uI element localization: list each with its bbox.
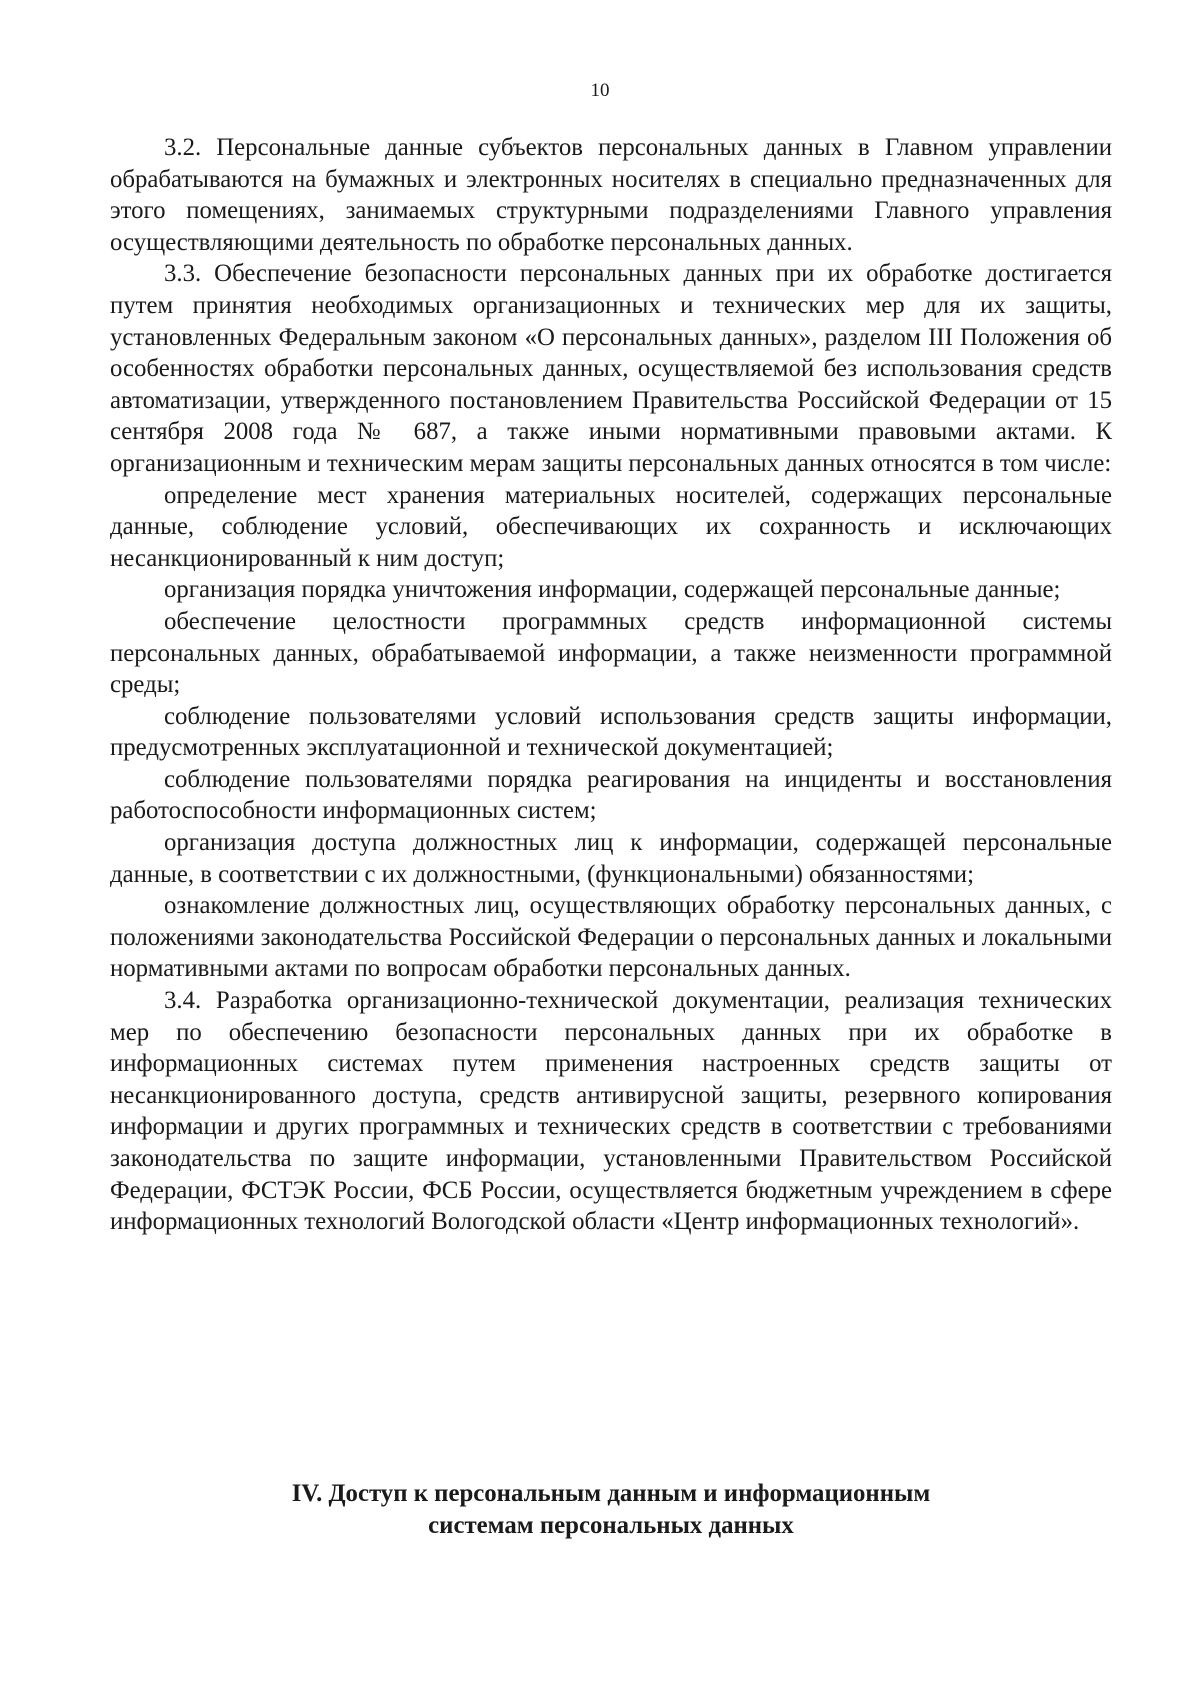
list-item-destruction: организация порядка уничтожения информации, содержащей персональные данные; (164, 576, 1061, 604)
page-number: 10 (590, 80, 610, 101)
section-heading (110, 1478, 1112, 1541)
list-item-protection-tools: соблюдение пользователями условий использования средств защиты информации, предусмотренных эксплуатационной и технической документацией; (110, 702, 1112, 762)
list-item-integrity: обеспечение целостности программных средств информационной системы персональных данных, обрабатываемой информации, а также неизменности программной среды; (110, 607, 1112, 699)
list-item-familiarization: ознакомление должностных лиц, осуществляющих обработку персональных данных, с положениями законодательства Российской Федерации о персональных данных и локальными нормативными актами по вопросам обработки персональных данных. (110, 892, 1112, 983)
section-heading-line-1: IV. Доступ к персональным данным и информационным (291, 1480, 931, 1507)
paragraph-3-4: 3.4. Разработка организационно-технической документации, реализация технических мер по обеспечению безопасности персональных данных при их обработке в информационных системах путем применения настроенных средств защиты от несанкционированного доступа, средств антивирусной защиты, резервного копирования информации и других программных и технических средств в соответствии с требованиями законодательства по защите информации, установленными Правительством Российской Федерации, ФСТЭК России, ФСБ России, осуществляется бюджетным учреждением в сфере информационных технологий Вологодской области «Центр информационных технологий». (110, 987, 1112, 1236)
list-item-storage: определение мест хранения материальных носителей, содержащих персональные данные, соблюдение условий, обеспечивающих их сохранность и исключающих несанкционированный к ним доступ; (110, 481, 1112, 572)
section-heading-line-2: системам персональных данных (428, 1511, 794, 1539)
document-body (110, 132, 1112, 1238)
paragraph-3-3: 3.3. Обеспечение безопасности персональных данных при их обработке достигается путем принятия необходимых организационных и технических мер для их защиты, установленных Федеральным законом «О персональных данных», разделом III Положения об особенностях обработки персональных данных, осуществляемой без использования средств автоматизации, утвержденного постановлением Правительства Российской Федерации от 15 сентября 2008 года № 687, а также иными нормативными правовыми актами. К организационным и техническим мерам защиты персональных данных относятся в том числе: (110, 260, 1112, 477)
list-item-access: организация доступа должностных лиц к информации, содержащей персональные данные, в соответствии с их должностными, (функциональными) обязанностями; (110, 829, 1112, 888)
paragraph-3-2: 3.2. Персональные данные субъектов персональных данных в Главном управлении обрабатываются на бумажных и электронных носителях в специально предназначенных для этого помещениях, занимаемых структурными подразделениями Главного управления осуществляющими деятельность по обработке персональных данных. (110, 134, 1112, 256)
list-item-incidents: соблюдение пользователями порядка реагирования на инциденты и восстановления работоспособности информационных систем; (110, 765, 1112, 825)
